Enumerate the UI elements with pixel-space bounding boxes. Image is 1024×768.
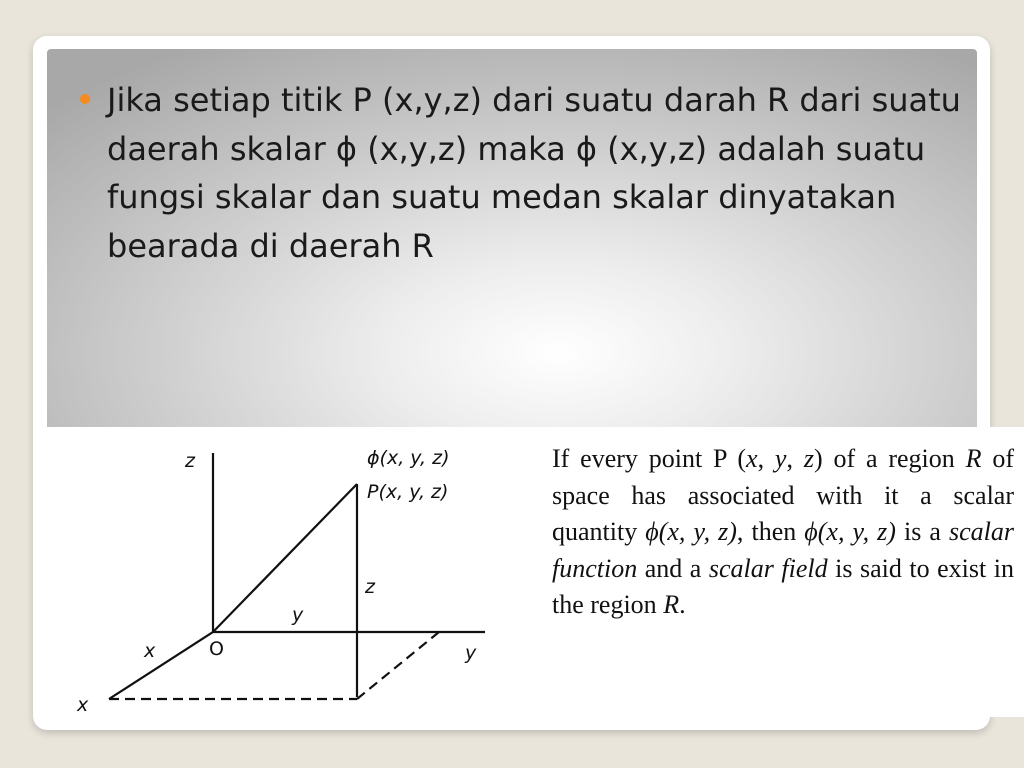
quote-var: y [774,444,787,473]
quote-formula: ϕ(x, y, z) [804,517,896,546]
quote-var: R [965,444,982,473]
quote-text: is said to exist in the region [552,553,1014,619]
quote-text: is a [895,517,949,546]
x-axis-line [109,632,213,699]
textbook-figure [47,427,1024,717]
quote-var: R [663,590,680,619]
scalar-field-definition [552,441,1014,624]
quote-text: of space has associated with it a scalar quantity [552,444,1014,546]
x-segment-label: x [144,640,156,662]
quote-term: scalar field [708,553,828,583]
z-axis-label: z [185,450,195,472]
quote-text: , [757,444,775,473]
quote-var: z [803,444,814,473]
z-height-label: z [365,576,375,598]
bullet-dot-icon [80,94,90,104]
quote-text: If every point P ( [552,444,747,473]
x-axis-label: x [77,694,89,716]
quote-text: . [679,590,686,619]
origin-label: O [209,638,224,660]
point-label: P(x, y, z) [367,481,449,503]
quote-var: x [746,444,758,473]
quote-text: ) of a region [813,444,966,473]
quote-term: scalar function [552,517,1014,583]
quote-text: and a [637,553,709,583]
quote-formula: ϕ(x, y, z) [645,517,737,546]
y-axis-label: y [465,642,477,664]
bullet-text: Jika setiap titik P (x,y,z) dari suatu darah R dari suatu daerah skalar ϕ (x,y,z) maka ϕ (x,y,z) adalah suatu fungsi skalar dan suatu medan skalar dinyatakan bearada di daerah R [107,81,961,265]
phi-label: ϕ(x, y, z) [367,447,450,469]
y-segment-label: y [292,604,304,626]
scalar-field-diagram [47,427,547,717]
parallel-dashed-line [357,632,439,699]
quote-text: , then [736,517,805,546]
origin-to-point-line [213,484,357,632]
quote-text: , [786,444,804,473]
